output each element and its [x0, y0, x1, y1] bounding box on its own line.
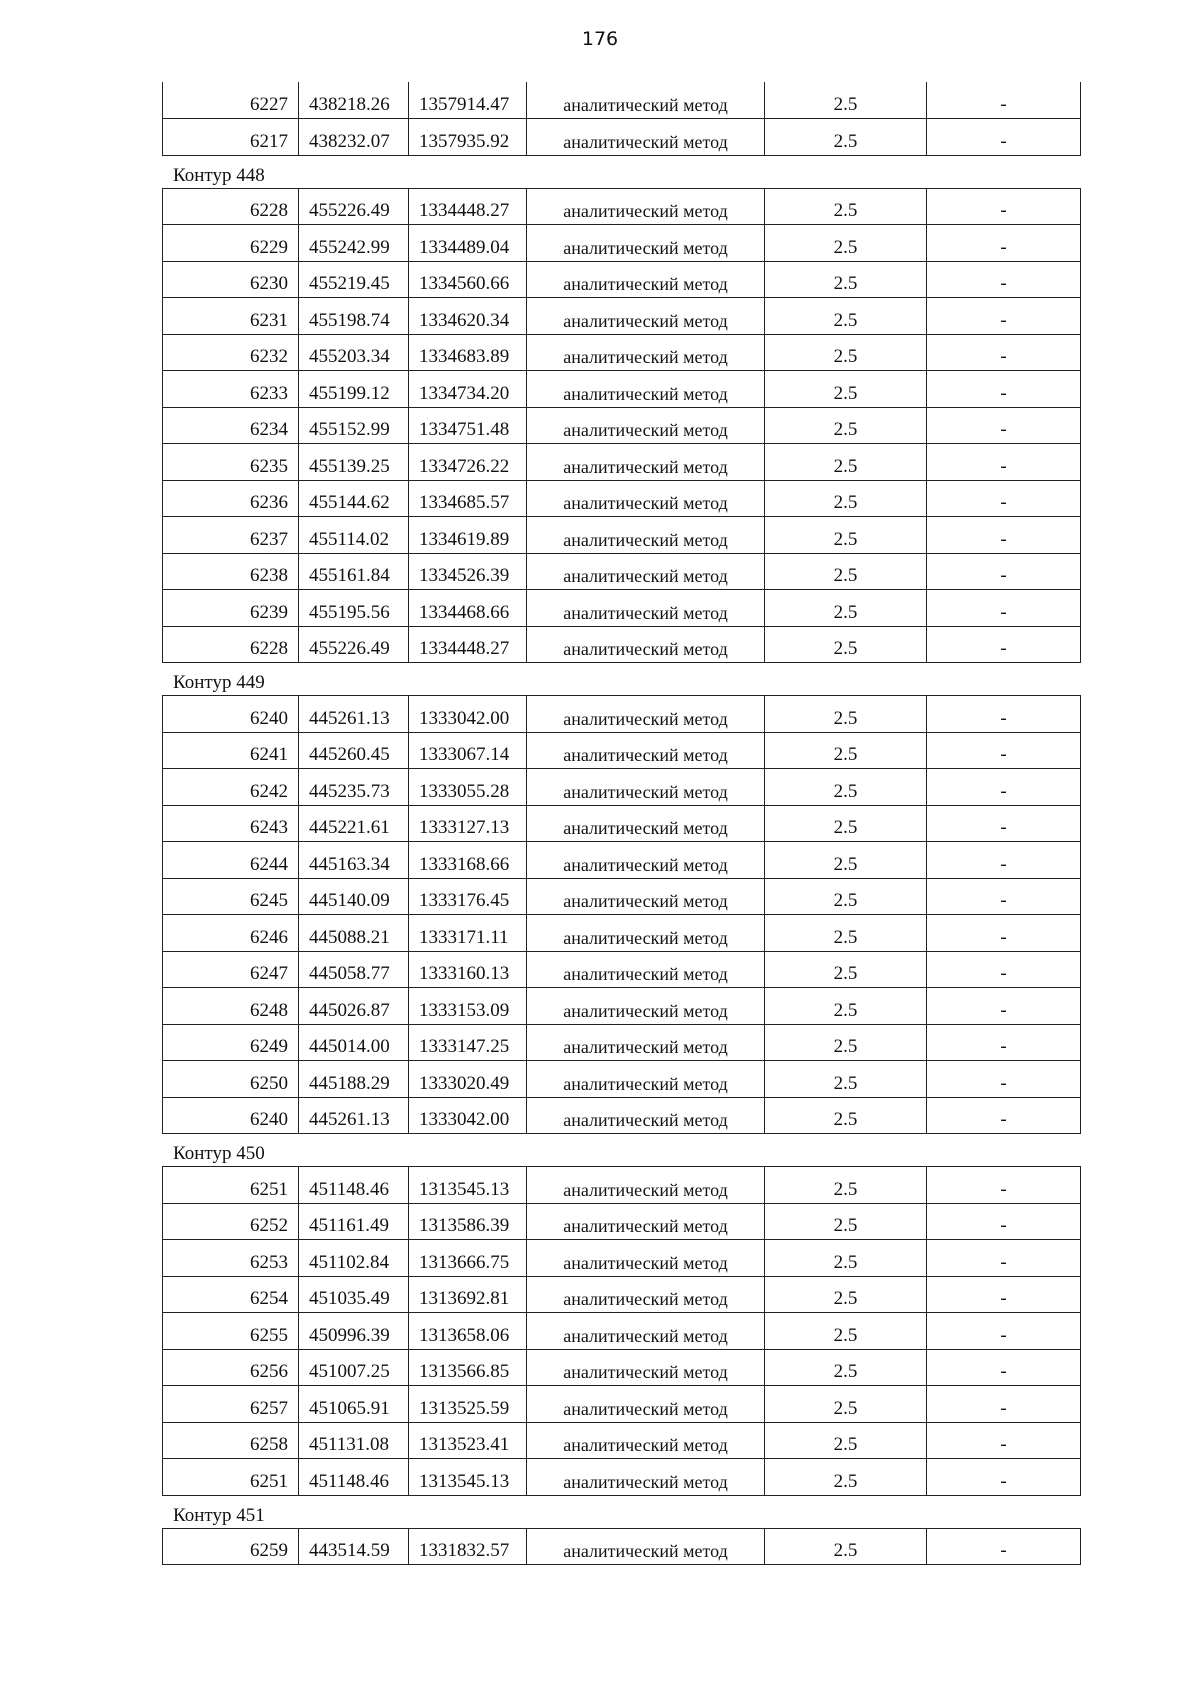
y-coordinate-cell: 1313658.06 [409, 1313, 527, 1350]
method-cell: аналитический метод [527, 1097, 765, 1134]
method-cell: аналитический метод [527, 878, 765, 915]
point-number-cell: 6233 [163, 371, 299, 408]
point-number-cell: 6246 [163, 915, 299, 952]
method-cell: аналитический метод [527, 225, 765, 262]
description-cell: - [927, 1203, 1081, 1240]
method-cell: аналитический метод [527, 915, 765, 952]
description-cell: - [927, 553, 1081, 590]
y-coordinate-cell: 1334560.66 [409, 261, 527, 298]
precision-cell: 2.5 [765, 1061, 927, 1098]
point-number-cell: 6250 [163, 1061, 299, 1098]
y-coordinate-cell: 1334726.22 [409, 444, 527, 481]
method-cell: аналитический метод [527, 626, 765, 663]
table-row [163, 407, 1081, 444]
description-cell: - [927, 626, 1081, 663]
y-coordinate-cell: 1334448.27 [409, 188, 527, 225]
precision-cell: 2.5 [765, 1276, 927, 1313]
precision-cell: 2.5 [765, 517, 927, 554]
contour-label: Контур 448 [173, 164, 265, 186]
precision-cell: 2.5 [765, 553, 927, 590]
x-coordinate-cell: 451102.84 [299, 1240, 409, 1277]
x-coordinate-cell: 445140.09 [299, 878, 409, 915]
description-cell: - [927, 1097, 1081, 1134]
table-row [163, 225, 1081, 262]
precision-cell: 2.5 [765, 732, 927, 769]
method-cell: аналитический метод [527, 1528, 765, 1565]
coordinates-table [162, 1528, 1081, 1566]
precision-cell: 2.5 [765, 1240, 927, 1277]
method-cell: аналитический метод [527, 1276, 765, 1313]
point-number-cell: 6238 [163, 553, 299, 590]
description-cell: - [927, 444, 1081, 481]
table-row [163, 1422, 1081, 1459]
description-cell: - [927, 225, 1081, 262]
x-coordinate-cell: 455195.56 [299, 590, 409, 627]
x-coordinate-cell: 455152.99 [299, 407, 409, 444]
description-cell: - [927, 1167, 1081, 1204]
description-cell: - [927, 188, 1081, 225]
method-cell: аналитический метод [527, 696, 765, 733]
y-coordinate-cell: 1334448.27 [409, 626, 527, 663]
table-row [163, 805, 1081, 842]
precision-cell: 2.5 [765, 1313, 927, 1350]
description-cell: - [927, 517, 1081, 554]
precision-cell: 2.5 [765, 769, 927, 806]
table-row [163, 1276, 1081, 1313]
description-cell: - [927, 82, 1081, 119]
y-coordinate-cell: 1313545.13 [409, 1459, 527, 1496]
point-number-cell: 6252 [163, 1203, 299, 1240]
x-coordinate-cell: 455198.74 [299, 298, 409, 335]
point-number-cell: 6240 [163, 1097, 299, 1134]
y-coordinate-cell: 1334685.57 [409, 480, 527, 517]
description-cell: - [927, 407, 1081, 444]
method-cell: аналитический метод [527, 1167, 765, 1204]
precision-cell: 2.5 [765, 988, 927, 1025]
method-cell: аналитический метод [527, 407, 765, 444]
point-number-cell: 6256 [163, 1349, 299, 1386]
description-cell: - [927, 1528, 1081, 1565]
point-number-cell: 6239 [163, 590, 299, 627]
method-cell: аналитический метод [527, 805, 765, 842]
description-cell: - [927, 696, 1081, 733]
description-cell: - [927, 480, 1081, 517]
x-coordinate-cell: 455199.12 [299, 371, 409, 408]
table-row [163, 1386, 1081, 1423]
description-cell: - [927, 119, 1081, 156]
point-number-cell: 6249 [163, 1024, 299, 1061]
point-number-cell: 6258 [163, 1422, 299, 1459]
y-coordinate-cell: 1334526.39 [409, 553, 527, 590]
method-cell: аналитический метод [527, 1459, 765, 1496]
y-coordinate-cell: 1333067.14 [409, 732, 527, 769]
precision-cell: 2.5 [765, 371, 927, 408]
table-row [163, 480, 1081, 517]
y-coordinate-cell: 1331832.57 [409, 1528, 527, 1565]
x-coordinate-cell: 445088.21 [299, 915, 409, 952]
x-coordinate-cell: 438218.26 [299, 82, 409, 119]
method-cell: аналитический метод [527, 188, 765, 225]
table-row [163, 769, 1081, 806]
point-number-cell: 6228 [163, 626, 299, 663]
x-coordinate-cell: 451161.49 [299, 1203, 409, 1240]
description-cell: - [927, 590, 1081, 627]
y-coordinate-cell: 1333153.09 [409, 988, 527, 1025]
precision-cell: 2.5 [765, 119, 927, 156]
point-number-cell: 6251 [163, 1459, 299, 1496]
contour-label: Контур 449 [173, 672, 265, 693]
point-number-cell: 6254 [163, 1276, 299, 1313]
x-coordinate-cell: 451148.46 [299, 1167, 409, 1204]
table-row [163, 1459, 1081, 1496]
y-coordinate-cell: 1313566.85 [409, 1349, 527, 1386]
x-coordinate-cell: 455139.25 [299, 444, 409, 481]
y-coordinate-cell: 1313692.81 [409, 1276, 527, 1313]
method-cell: аналитический метод [527, 842, 765, 879]
method-cell: аналитический метод [527, 951, 765, 988]
point-number-cell: 6227 [163, 82, 299, 119]
precision-cell: 2.5 [765, 1024, 927, 1061]
table-row [163, 590, 1081, 627]
method-cell: аналитический метод [527, 82, 765, 119]
description-cell: - [927, 334, 1081, 371]
x-coordinate-cell: 451065.91 [299, 1386, 409, 1423]
point-number-cell: 6229 [163, 225, 299, 262]
y-coordinate-cell: 1333042.00 [409, 1097, 527, 1134]
precision-cell: 2.5 [765, 1349, 927, 1386]
table-row [163, 553, 1081, 590]
method-cell: аналитический метод [527, 590, 765, 627]
precision-cell: 2.5 [765, 626, 927, 663]
table-row [163, 444, 1081, 481]
method-cell: аналитический метод [527, 1203, 765, 1240]
method-cell: аналитический метод [527, 334, 765, 371]
precision-cell: 2.5 [765, 1097, 927, 1134]
table-row [163, 261, 1081, 298]
description-cell: - [927, 1459, 1081, 1496]
x-coordinate-cell: 455226.49 [299, 188, 409, 225]
method-cell: аналитический метод [527, 769, 765, 806]
x-coordinate-cell: 451131.08 [299, 1422, 409, 1459]
precision-cell: 2.5 [765, 1167, 927, 1204]
precision-cell: 2.5 [765, 590, 927, 627]
description-cell: - [927, 805, 1081, 842]
y-coordinate-cell: 1313545.13 [409, 1167, 527, 1204]
precision-cell: 2.5 [765, 298, 927, 335]
table-row [163, 1528, 1081, 1565]
table-row [163, 334, 1081, 371]
y-coordinate-cell: 1313523.41 [409, 1422, 527, 1459]
description-cell: - [927, 842, 1081, 879]
y-coordinate-cell: 1334489.04 [409, 225, 527, 262]
precision-cell: 2.5 [765, 1528, 927, 1565]
point-number-cell: 6217 [163, 119, 299, 156]
description-cell: - [927, 1061, 1081, 1098]
method-cell: аналитический метод [527, 553, 765, 590]
x-coordinate-cell: 455203.34 [299, 334, 409, 371]
table-row [163, 188, 1081, 225]
point-number-cell: 6247 [163, 951, 299, 988]
x-coordinate-cell: 445260.45 [299, 732, 409, 769]
table-row [163, 1024, 1081, 1061]
precision-cell: 2.5 [765, 1203, 927, 1240]
contour-label: Контур 450 [173, 1143, 265, 1164]
method-cell: аналитический метод [527, 1240, 765, 1277]
coordinates-table [162, 695, 1081, 1134]
precision-cell: 2.5 [765, 696, 927, 733]
method-cell: аналитический метод [527, 444, 765, 481]
precision-cell: 2.5 [765, 915, 927, 952]
table-row [163, 626, 1081, 663]
precision-cell: 2.5 [765, 261, 927, 298]
precision-cell: 2.5 [765, 225, 927, 262]
table-row [163, 878, 1081, 915]
description-cell: - [927, 371, 1081, 408]
point-number-cell: 6231 [163, 298, 299, 335]
precision-cell: 2.5 [765, 1386, 927, 1423]
y-coordinate-cell: 1313666.75 [409, 1240, 527, 1277]
y-coordinate-cell: 1333127.13 [409, 805, 527, 842]
description-cell: - [927, 878, 1081, 915]
description-cell: - [927, 988, 1081, 1025]
description-cell: - [927, 732, 1081, 769]
description-cell: - [927, 1240, 1081, 1277]
description-cell: - [927, 915, 1081, 952]
x-coordinate-cell: 445163.34 [299, 842, 409, 879]
table-row [163, 1097, 1081, 1134]
x-coordinate-cell: 445014.00 [299, 1024, 409, 1061]
table-row [163, 119, 1081, 156]
x-coordinate-cell: 455219.45 [299, 261, 409, 298]
precision-cell: 2.5 [765, 444, 927, 481]
x-coordinate-cell: 445026.87 [299, 988, 409, 1025]
precision-cell: 2.5 [765, 82, 927, 119]
y-coordinate-cell: 1357914.47 [409, 82, 527, 119]
point-number-cell: 6255 [163, 1313, 299, 1350]
precision-cell: 2.5 [765, 878, 927, 915]
point-number-cell: 6244 [163, 842, 299, 879]
y-coordinate-cell: 1334619.89 [409, 517, 527, 554]
y-coordinate-cell: 1334620.34 [409, 298, 527, 335]
x-coordinate-cell: 445058.77 [299, 951, 409, 988]
point-number-cell: 6253 [163, 1240, 299, 1277]
table-row [163, 1313, 1081, 1350]
method-cell: аналитический метод [527, 371, 765, 408]
table-row [163, 842, 1081, 879]
point-number-cell: 6259 [163, 1528, 299, 1565]
precision-cell: 2.5 [765, 334, 927, 371]
precision-cell: 2.5 [765, 1459, 927, 1496]
y-coordinate-cell: 1333171.11 [409, 915, 527, 952]
point-number-cell: 6236 [163, 480, 299, 517]
point-number-cell: 6241 [163, 732, 299, 769]
y-coordinate-cell: 1334734.20 [409, 371, 527, 408]
y-coordinate-cell: 1333042.00 [409, 696, 527, 733]
method-cell: аналитический метод [527, 119, 765, 156]
page-number: 176 [581, 28, 619, 50]
method-cell: аналитический метод [527, 261, 765, 298]
method-cell: аналитический метод [527, 1386, 765, 1423]
description-cell: - [927, 298, 1081, 335]
precision-cell: 2.5 [765, 842, 927, 879]
method-cell: аналитический метод [527, 1061, 765, 1098]
x-coordinate-cell: 455242.99 [299, 225, 409, 262]
point-number-cell: 6245 [163, 878, 299, 915]
method-cell: аналитический метод [527, 480, 765, 517]
x-coordinate-cell: 438232.07 [299, 119, 409, 156]
precision-cell: 2.5 [765, 951, 927, 988]
y-coordinate-cell: 1333055.28 [409, 769, 527, 806]
point-number-cell: 6228 [163, 188, 299, 225]
method-cell: аналитический метод [527, 1313, 765, 1350]
precision-cell: 2.5 [765, 805, 927, 842]
point-number-cell: 6230 [163, 261, 299, 298]
description-cell: - [927, 951, 1081, 988]
method-cell: аналитический метод [527, 298, 765, 335]
table-row [163, 1349, 1081, 1386]
y-coordinate-cell: 1333176.45 [409, 878, 527, 915]
x-coordinate-cell: 451007.25 [299, 1349, 409, 1386]
y-coordinate-cell: 1333160.13 [409, 951, 527, 988]
point-number-cell: 6248 [163, 988, 299, 1025]
table-row [163, 517, 1081, 554]
table-row [163, 82, 1081, 119]
point-number-cell: 6235 [163, 444, 299, 481]
y-coordinate-cell: 1313586.39 [409, 1203, 527, 1240]
x-coordinate-cell: 445261.13 [299, 1097, 409, 1134]
description-cell: - [927, 1024, 1081, 1061]
description-cell: - [927, 261, 1081, 298]
point-number-cell: 6234 [163, 407, 299, 444]
x-coordinate-cell: 445221.61 [299, 805, 409, 842]
contour-label: Контур 451 [173, 1504, 265, 1526]
y-coordinate-cell: 1333147.25 [409, 1024, 527, 1061]
description-cell: - [927, 1386, 1081, 1423]
x-coordinate-cell: 451148.46 [299, 1459, 409, 1496]
table-row [163, 1203, 1081, 1240]
description-cell: - [927, 1422, 1081, 1459]
table-row [163, 732, 1081, 769]
x-coordinate-cell: 455161.84 [299, 553, 409, 590]
y-coordinate-cell: 1333020.49 [409, 1061, 527, 1098]
table-row [163, 1167, 1081, 1204]
coordinates-document [162, 82, 1080, 1565]
y-coordinate-cell: 1333168.66 [409, 842, 527, 879]
description-cell: - [927, 1349, 1081, 1386]
method-cell: аналитический метод [527, 1024, 765, 1061]
y-coordinate-cell: 1334683.89 [409, 334, 527, 371]
x-coordinate-cell: 451035.49 [299, 1276, 409, 1313]
point-number-cell: 6232 [163, 334, 299, 371]
table-row [163, 1240, 1081, 1277]
method-cell: аналитический метод [527, 517, 765, 554]
table-row [163, 951, 1081, 988]
x-coordinate-cell: 455114.02 [299, 517, 409, 554]
point-number-cell: 6240 [163, 696, 299, 733]
point-number-cell: 6251 [163, 1167, 299, 1204]
coordinates-table [162, 1166, 1081, 1496]
x-coordinate-cell: 450996.39 [299, 1313, 409, 1350]
table-row [163, 371, 1081, 408]
point-number-cell: 6237 [163, 517, 299, 554]
point-number-cell: 6243 [163, 805, 299, 842]
coordinates-table [162, 82, 1081, 156]
y-coordinate-cell: 1334751.48 [409, 407, 527, 444]
precision-cell: 2.5 [765, 188, 927, 225]
table-row [163, 298, 1081, 335]
x-coordinate-cell: 455226.49 [299, 626, 409, 663]
coordinates-table [162, 188, 1081, 664]
x-coordinate-cell: 445235.73 [299, 769, 409, 806]
y-coordinate-cell: 1334468.66 [409, 590, 527, 627]
point-number-cell: 6242 [163, 769, 299, 806]
table-row [163, 988, 1081, 1025]
table-row [163, 696, 1081, 733]
precision-cell: 2.5 [765, 407, 927, 444]
x-coordinate-cell: 445261.13 [299, 696, 409, 733]
table-row [163, 1061, 1081, 1098]
method-cell: аналитический метод [527, 988, 765, 1025]
table-row [163, 915, 1081, 952]
precision-cell: 2.5 [765, 480, 927, 517]
x-coordinate-cell: 443514.59 [299, 1528, 409, 1565]
description-cell: - [927, 1276, 1081, 1313]
y-coordinate-cell: 1313525.59 [409, 1386, 527, 1423]
point-number-cell: 6257 [163, 1386, 299, 1423]
x-coordinate-cell: 445188.29 [299, 1061, 409, 1098]
description-cell: - [927, 1313, 1081, 1350]
x-coordinate-cell: 455144.62 [299, 480, 409, 517]
method-cell: аналитический метод [527, 1422, 765, 1459]
method-cell: аналитический метод [527, 1349, 765, 1386]
precision-cell: 2.5 [765, 1422, 927, 1459]
method-cell: аналитический метод [527, 732, 765, 769]
description-cell: - [927, 769, 1081, 806]
y-coordinate-cell: 1357935.92 [409, 119, 527, 156]
